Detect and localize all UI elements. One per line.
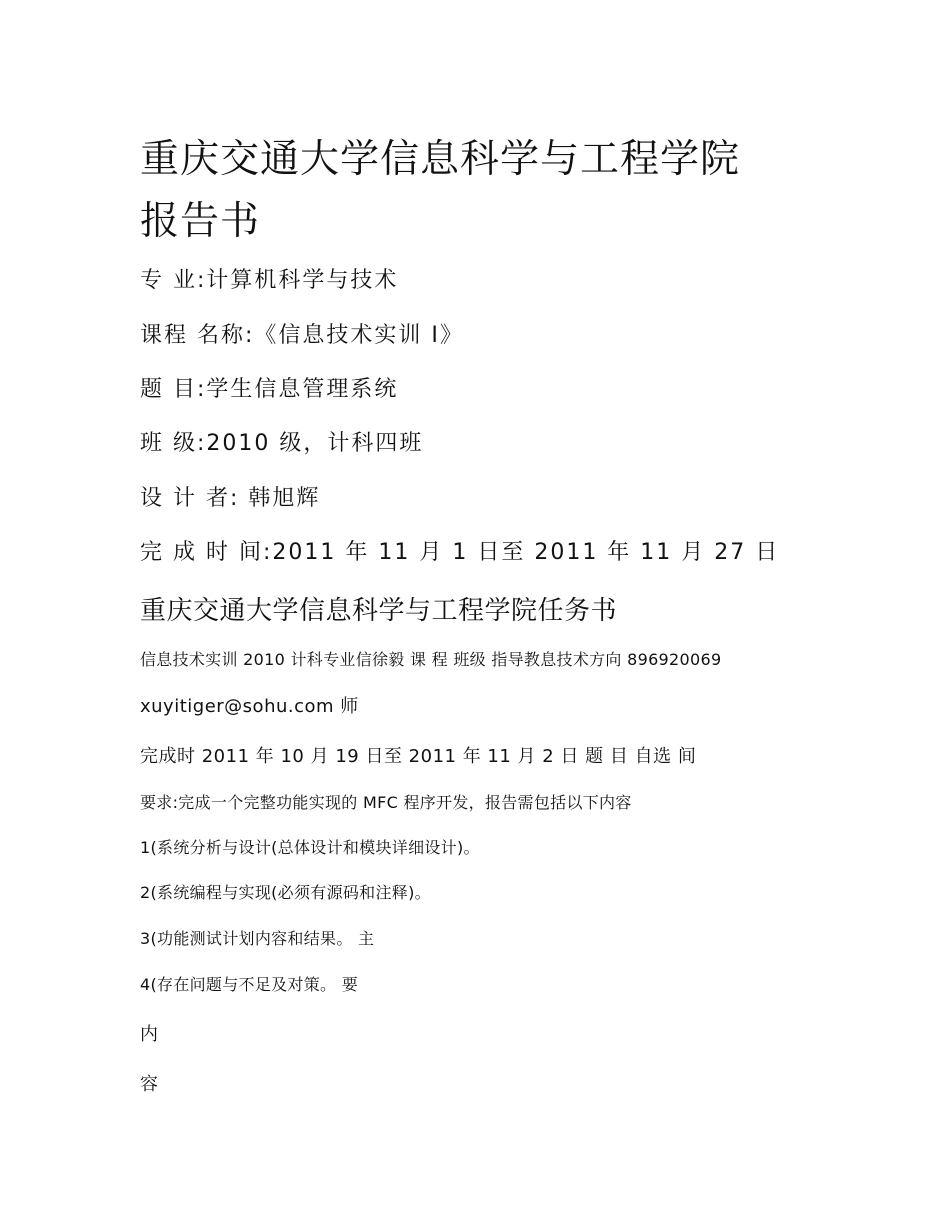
requirement-item: 1(系统分析与设计(总体设计和模块详细设计)。	[140, 838, 480, 857]
task-info-line: 信息技术实训 2010 计科专业信徐毅 课 程 班级 指导教息技术方向 896920069	[140, 650, 722, 669]
completion-time-field: 完 成 时 间:2011 年 11 月 1 日至 2011 年 11 月 27 日	[140, 540, 780, 565]
requirement-item: 3(功能测试计划内容和结果。 主	[140, 929, 375, 948]
task-time-line: 完成时 2011 年 10 月 19 日至 2011 年 11 月 2 日 题 目 自选 间	[140, 746, 697, 767]
topic-field: 题 目:学生信息管理系统	[140, 377, 399, 402]
major-field: 专 业:计算机科学与技术	[140, 268, 399, 293]
task-email-line: xuyitiger@sohu.com 师	[140, 696, 359, 717]
vertical-label-char: 内	[140, 1024, 159, 1045]
task-requirement: 要求:完成一个完整功能实现的 MFC 程序开发，报告需包括以下内容	[140, 793, 632, 812]
task-book-heading: 重庆交通大学信息科学与工程学院任务书	[140, 596, 618, 626]
class-field: 班 级:2010 级，计科四班	[140, 431, 424, 456]
course-field: 课程 名称:《信息技术实训 I》	[140, 323, 464, 348]
report-title-line2: 报告书	[140, 199, 261, 244]
vertical-label-char: 容	[140, 1074, 159, 1095]
report-title-line1: 重庆交通大学信息科学与工程学院	[140, 137, 741, 182]
requirement-item: 4(存在问题与不足及对策。 要	[140, 975, 359, 994]
requirement-item: 2(系统编程与实现(必须有源码和注释)。	[140, 883, 431, 902]
designer-field: 设 计 者: 韩旭辉	[140, 486, 321, 511]
